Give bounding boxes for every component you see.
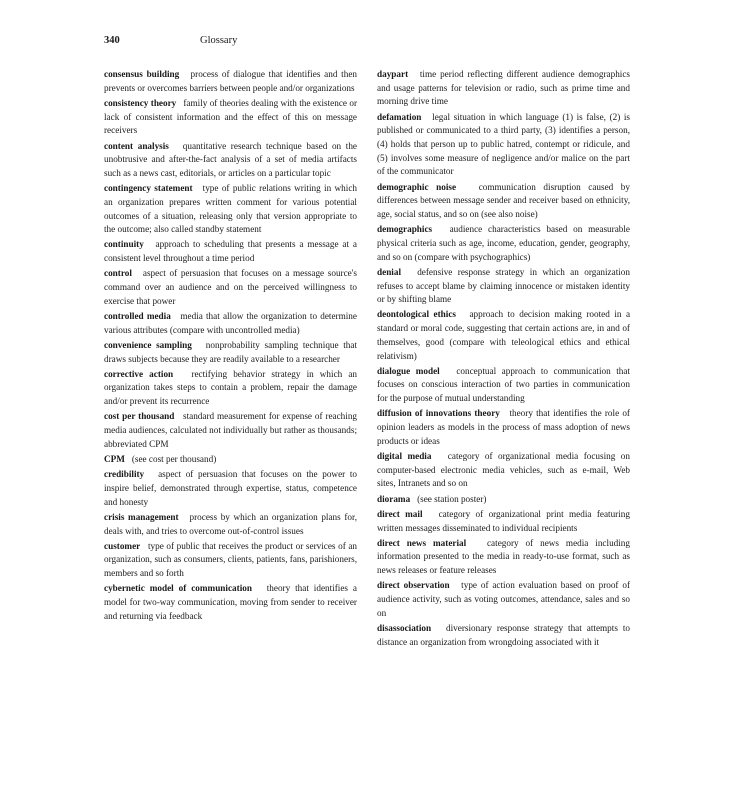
entry-term: disassociation [377,622,432,633]
entry-term: cybernetic model of communication [104,583,252,594]
entry-term: demographics [377,224,433,235]
entry-definition: (see station poster) [417,493,487,504]
entry-term: diorama [377,493,411,504]
entry-definition: approach to decision making rooted in a standard or moral code, suggesting that certain actions are, in and of themselves, good (compare with teleological ethics and ethical relativism) [377,309,631,361]
entry-term: control [104,268,132,279]
entry-definition: conceptual approach to communication that focuses on conscious interaction of two parties in communication for the purpose of mutual understanding [377,365,631,404]
entry-definition: type of public that receives the product or services of an organization, such as consumers, clients, patients, fans, parishioners, members and so forth [104,540,358,579]
entry-term: customer [104,540,141,551]
entry-definition: rectifying behavior strategy in which an organization takes steps to contain a problem, repair the damage and/or prevent its recurrence [104,368,357,407]
entry-term: content analysis [104,140,169,151]
entry-term: digital media [377,450,432,461]
right-column [377,68,630,651]
entry-term: credibility [104,469,145,480]
entry-term: controlled media [104,310,171,321]
page-number: 340 [104,35,120,46]
entry-definition: diversionary response strategy that attempts to distance an organization from wrongdoing associated with it [377,622,630,647]
entry-definition: family of theories dealing with the existence or lack of consistent information and the effect of this on message receivers [104,97,358,136]
entry-term: contingency statement [104,183,193,194]
entry-definition: time period reflecting different audience demographics and usage patterns for television or radio, such as prime time and morning drive time [377,69,631,107]
glossary-entry [104,468,357,509]
glossary-entry [104,140,357,181]
entry-definition: process of dialogue that identifies and then prevents or overcomes barriers between people and/or organizations [104,69,357,93]
left-column [104,68,357,625]
entry-term: continuity [104,239,144,250]
entry-term: direct observation [377,580,450,591]
glossary-entry [377,68,630,109]
entry-definition: audience characteristics based on measurable physical criteria such as age, income, education, gender, geography, and so on (compare with psychographics) [377,224,630,262]
glossary-entry [377,181,630,222]
entry-term: corrective action [104,368,174,379]
glossary-entry [104,339,357,366]
glossary-entry [377,223,630,264]
entry-definition: type of action evaluation based on proof of audience activity, such as voting outcomes, attendance, sales and so on [377,580,631,618]
entry-term: direct mail [377,508,423,519]
glossary-entry [104,453,357,467]
entry-definition: defensive response strategy in which an organization refuses to accept blame by claiming innocence or mistaken identity or by shifting blame [377,266,630,305]
entry-definition: aspect of persuasion that focuses on the power to inspire belief, demonstrated through expertise, status, competence and honesty [104,469,357,507]
glossary-entry [377,365,630,406]
glossary-entry [377,450,630,491]
entry-definition: theory that identifies the role of opinion leaders as models in the process of mass adoption of news products or ideas [377,408,630,446]
entry-definition: (see cost per thousand) [131,453,217,464]
entry-definition: process by which an organization plans for, deals with, and tries to overcome out-of-control issues [104,511,357,536]
glossary-entry [104,511,357,538]
glossary-entry [104,238,357,265]
entry-definition: category of organizational print media featuring written messages disseminated to individual recipients [377,508,630,533]
glossary-entry [377,111,630,180]
entry-term: CPM [104,453,125,464]
page-header [104,35,238,46]
entry-term: denial [377,266,401,277]
entry-definition: quantitative research technique based on the unobtrusive and after-the-fact analysis of a set of media artifacts such as a news cast, editorials, or articles on a particular topic [104,140,357,178]
glossary-entry [377,537,630,578]
running-title: Glossary [200,35,238,46]
glossary-entry [104,267,357,308]
glossary-entry [377,579,630,620]
entry-term: defamation [377,111,422,122]
glossary-entry [104,310,357,337]
entry-definition: standard measurement for expense of reaching media audiences, calculated not individually but rather as thousands; abbreviated CPM [104,411,358,449]
glossary-entry [377,493,630,507]
glossary-entry [104,410,357,451]
entry-term: daypart [377,69,409,79]
glossary-entry [377,266,630,307]
glossary-entry [104,368,357,409]
entry-definition: legal situation in which language (1) is false, (2) is published or communicated to a third party, (3) identifies a person, (4) holds that person up to public hatred, contempt or ridicule, and (5) involves some measure of negligence and/or malice on the part of the communicator [377,111,630,177]
glossary-entry [377,308,630,363]
entry-definition: approach to scheduling that presents a message at a consistent level throughout a time period [104,239,358,264]
entry-term: consistency theory [104,97,177,108]
glossary-entry [104,68,357,95]
entry-definition: aspect of persuasion that focuses on a message source's command over an audience and on the perceived willingness to exercise that power [104,268,357,306]
entry-definition: media that allow the organization to determine various attributes (compare with uncontrolled media) [104,310,357,335]
glossary-entry [104,97,357,138]
entry-term: demographic noise [377,181,457,192]
entry-term: deontological ethics [377,309,456,320]
entry-definition: type of public relations writing in which an organization prepares written comment for various potential outcomes of a situation, releasing only that version appropriate to the outcome; also called standby statement [104,183,357,235]
entry-definition: category of organizational media focusing on computer-based electronic media vehicles, such as e-mail, Web sites, Intranets and so on [377,450,630,489]
glossary-entry [377,407,630,448]
entry-term: diffusion of innovations theory [377,408,500,419]
glossary-entry [377,622,630,649]
entry-term: cost per thousand [104,411,175,422]
entry-term: dialogue model [377,365,440,376]
entry-term: crisis management [104,511,179,522]
glossary-entry [104,540,357,581]
entry-definition: category of news media including information presented to the media in ready-to-use format, such as news releases or feature releases [377,537,630,576]
entry-term: consensus building [104,69,180,79]
entry-definition: theory that identifies a model for two-way communication, moving from sender to receiver and returning via feedback [104,583,357,621]
glossary-entry [104,582,357,623]
entry-definition: nonprobability sampling technique that draws subjects because they are readily available to a researcher [104,339,358,364]
entry-definition: communication disruption caused by differences between message sender and receiver based on ethnicity, age, social status, and so on (see also noise) [377,181,630,220]
glossary-entry [377,508,630,535]
entry-term: direct news material [377,537,467,548]
entry-term: convenience sampling [104,339,192,350]
glossary-entry [104,182,357,237]
